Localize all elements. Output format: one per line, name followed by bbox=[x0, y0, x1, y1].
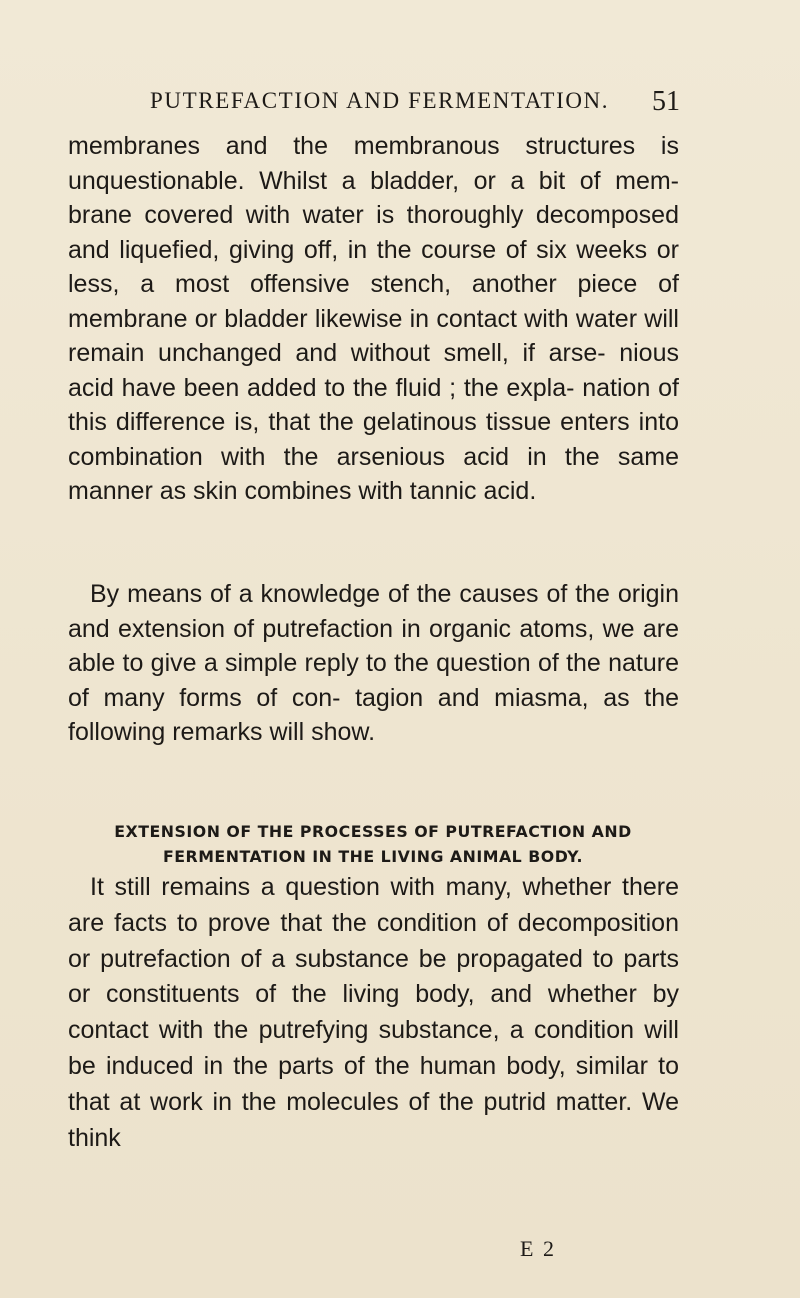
paragraph-3: It still remains a question with many, whether there are facts to prove that the condition of decomposition or putrefaction of a substance be propagated to parts or constituents of the living body, and whether by contact with the putrefying substance, a condition will be induced in the parts of the human body, similar to that at work in the molecules of the putrid matter. We think bbox=[68, 873, 679, 1152]
paragraph-2: By means of a knowledge of the causes of the origin and extension of putrefaction in organic atoms, we are able to give a simple reply to the question of the nature of many forms of con- tagion and miasma, as the following remarks will show. bbox=[68, 580, 679, 746]
signature-mark: E 2 bbox=[520, 1236, 556, 1261]
page-number: 51 bbox=[652, 86, 680, 117]
paragraph-1: membranes and the membranous structures is unquestionable. Whilst a bladder, or a bit of mem- brane covered with water is thoroughly decomposed and liquefied, giving off, in the course of six weeks or less, a most offensive stench, another piece of membrane or bladder likewise in contact with water will remain unchanged and without smell, if arse- nious acid have been added to the fluid ; the expla- nation of this difference is, that the gelatinous tissue enters into combination with the arsenious acid in the same manner as skin combines with tannic acid. bbox=[68, 132, 679, 505]
running-title: PUTREFACTION AND FERMENTATION. bbox=[150, 88, 610, 113]
section-heading: EXTENSION OF THE PROCESSES OF PUTREFACTION AND FERMENTATION IN THE LIVING ANIMAL BODY. bbox=[114, 822, 632, 866]
